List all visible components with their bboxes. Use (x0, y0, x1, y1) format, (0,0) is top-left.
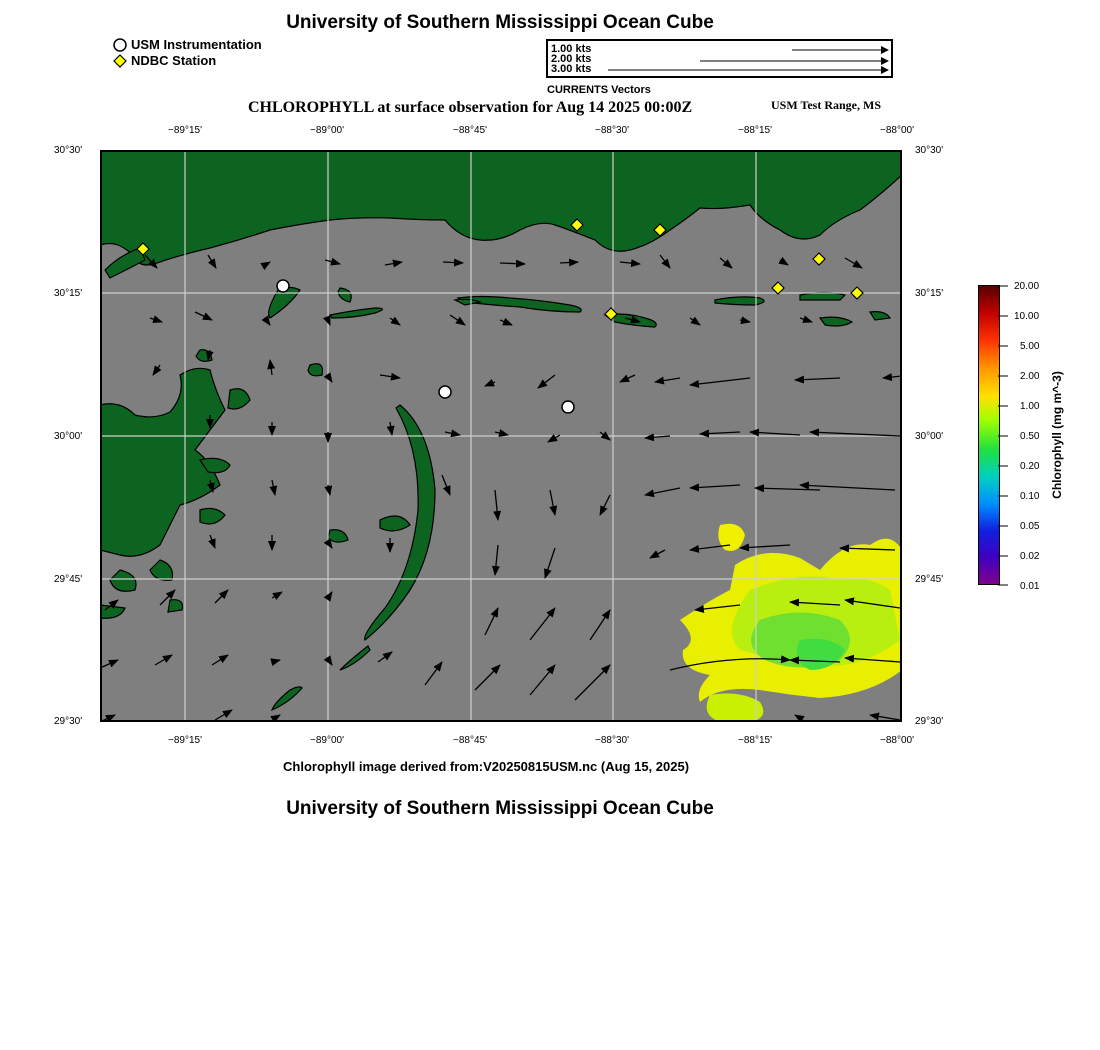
plot-title: CHLOROPHYLL at surface observation for Aug 14 2025 00:00Z (248, 99, 693, 116)
colorbar-tick: 10.00 (1014, 311, 1040, 322)
colorbar-tick: 0.05 (1020, 521, 1040, 532)
legend-usm-label: USM Instrumentation (131, 37, 262, 52)
colorbar-tick: 20.00 (1014, 281, 1040, 292)
vector-key (546, 39, 893, 78)
colorbar-tick: 1.00 (1020, 401, 1040, 412)
colorbar-tick: 0.50 (1020, 431, 1040, 442)
x-tick-bottom: −88°00' (880, 735, 914, 746)
usm-station-marker (277, 280, 289, 292)
usm-station-marker (439, 386, 451, 398)
x-tick-top: −88°30' (595, 125, 629, 136)
x-tick-bottom: −88°45' (453, 735, 487, 746)
x-tick-bottom: −89°15' (168, 735, 202, 746)
y-tick-left: 30°00' (54, 431, 83, 442)
colorbar-tick: 0.02 (1020, 551, 1040, 562)
colorbar-tick: 0.01 (1020, 581, 1040, 592)
y-tick-left: 29°45' (54, 574, 83, 585)
x-tick-top: −88°00' (880, 125, 914, 136)
y-tick-left: 30°30' (54, 145, 83, 156)
y-tick-right: 29°45' (915, 574, 944, 585)
legend-usm (113, 37, 262, 52)
legend-ndbc-label: NDBC Station (131, 53, 217, 68)
x-tick-top: −88°15' (738, 125, 772, 136)
colorbar (978, 285, 1000, 585)
x-tick-bottom: −88°30' (595, 735, 629, 746)
colorbar-tick-marks (998, 285, 1010, 587)
y-tick-left: 29°30' (54, 716, 83, 727)
bottom-title: University of Southern Mississippi Ocean Cube (286, 798, 714, 819)
y-tick-right: 30°30' (915, 145, 944, 156)
x-tick-bottom: −88°15' (738, 735, 772, 746)
x-tick-top: −89°00' (310, 125, 344, 136)
vector-key-label-3: 3.00 kts (551, 63, 592, 75)
x-tick-bottom: −89°00' (310, 735, 344, 746)
vector-key-label-1: 1.00 kts (551, 43, 592, 55)
region-label: USM Test Range, MS (771, 98, 882, 112)
page-title: University of Southern Mississippi Ocean Cube (286, 12, 714, 33)
vector-key-label-2: 2.00 kts (551, 53, 592, 65)
colorbar-tick: 2.00 (1020, 371, 1040, 382)
y-tick-left: 30°15' (54, 288, 83, 299)
usm-circle-icon (113, 38, 127, 52)
colorbar-tick: 0.20 (1020, 461, 1040, 472)
colorbar-gradient (979, 286, 999, 584)
y-tick-right: 30°00' (915, 431, 944, 442)
x-tick-top: −89°15' (168, 125, 202, 136)
vector-key-arrows (548, 41, 895, 80)
vector-key-caption: CURRENTS Vectors (547, 84, 651, 96)
map-canvas (100, 150, 902, 722)
source-caption: Chlorophyll image derived from:V20250815USM.nc (Aug 15, 2025) (283, 759, 690, 774)
usm-station-marker (562, 401, 574, 413)
y-tick-right: 29°30' (915, 716, 944, 727)
colorbar-label: Chlorophyll (mg m^-3) (1050, 371, 1064, 499)
colorbar-tick: 5.00 (1020, 341, 1040, 352)
y-tick-right: 30°15' (915, 288, 944, 299)
colorbar-tick: 0.10 (1020, 491, 1040, 502)
legend-ndbc (113, 53, 216, 68)
ndbc-diamond-icon (113, 54, 127, 68)
x-tick-top: −88°45' (453, 125, 487, 136)
